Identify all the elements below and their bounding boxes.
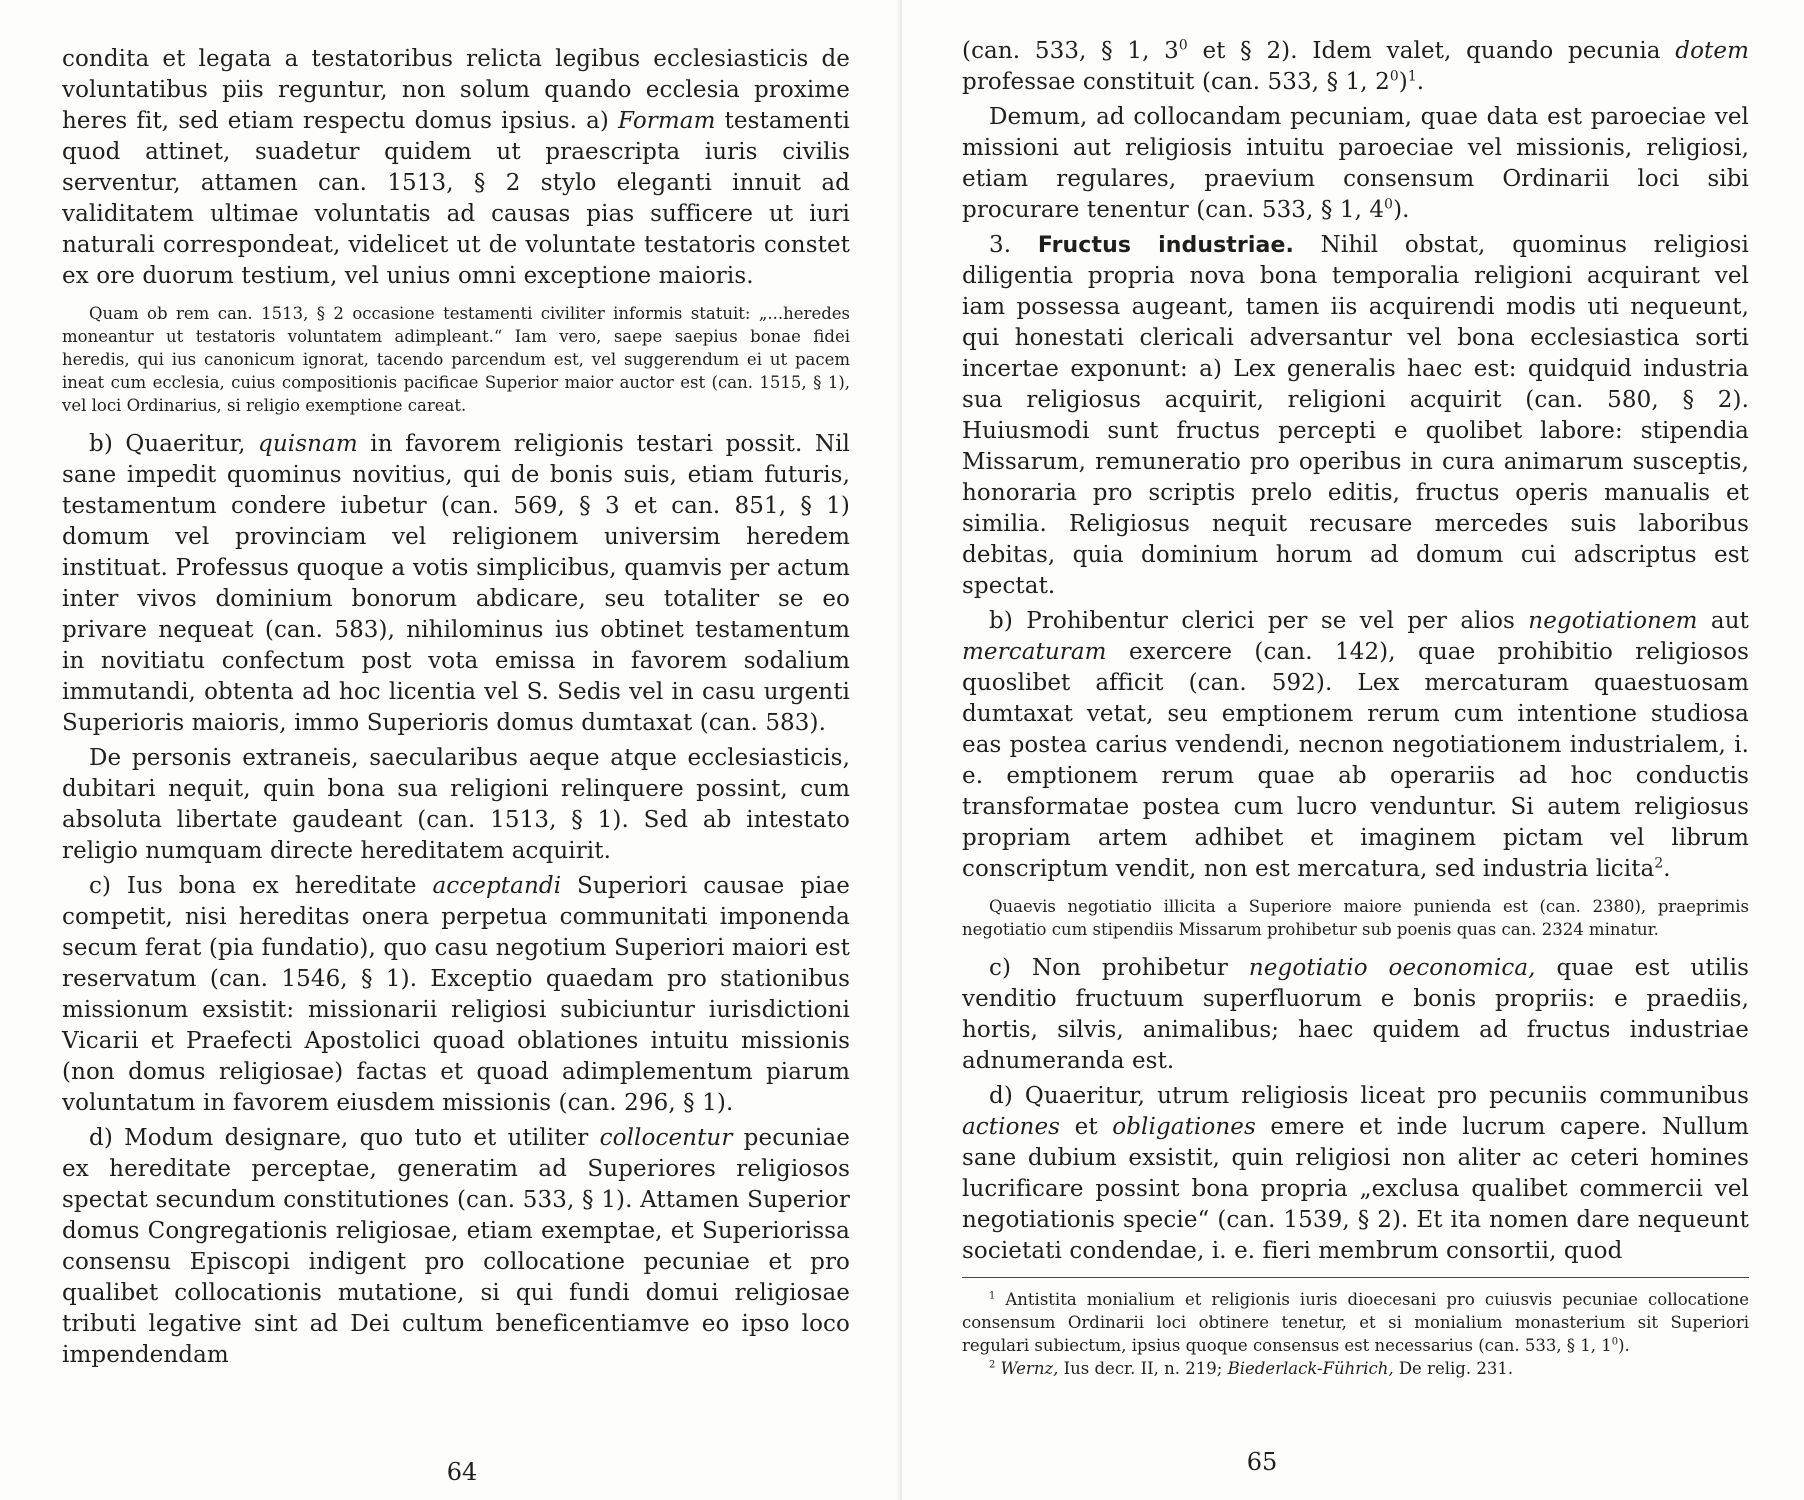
text-run: )	[1398, 69, 1408, 95]
text-run: De personis extraneis, saecularibus aeque atque ecclesiasticis, dubitari nequit, quin bona sua religioni relinquere possint, cum absoluta libertate gaudeant (can. 1513, § 1). Sed ab intestato religio numquam directe hereditatem acquirit.	[62, 745, 850, 864]
body-paragraph	[962, 1081, 1749, 1267]
italic-run: negotiationem	[1528, 608, 1698, 634]
body-paragraph	[62, 44, 850, 292]
italic-run: quisnam	[258, 431, 358, 457]
text-run: c) Ius bona ex hereditate	[89, 873, 433, 899]
body-paragraph	[962, 230, 1749, 602]
body-paragraph	[62, 429, 850, 739]
superscript-mark: 2	[1654, 855, 1664, 872]
text-run: Quaevis negotiatio illicita a Superiore maiore punienda est (can. 2380), praeprimis negotiatio cum stipendiis Missarum prohibetur sub poenis quas can. 2324 minatur.	[962, 897, 1749, 939]
superscript-mark: 2	[989, 1359, 996, 1371]
text-run: 3.	[989, 232, 1038, 258]
body-paragraph	[62, 743, 850, 867]
superscript-mark: 1	[989, 1290, 996, 1302]
text-run: d) Modum designare, quo tuto et utiliter	[89, 1125, 600, 1151]
left-text-column	[62, 44, 850, 1371]
text-run: Antistita monialium et religionis iuris dioecesani pro cuiusvis pecuniae collocatione consensum Ordinarii loci obtinere tenetur, et si monialium monasterium sit Superiori regulari subiectum, ipsius quoque consensus est necessarius (can. 533, § 1, 1	[962, 1290, 1749, 1355]
text-run: Quam ob rem can. 1513, § 2 occasione testamenti civiliter informis statuit: „...heredes moneantur ut testatoris voluntatem adimpleant.“ Iam vero, saepe saepius bonae fidei heredis, qui ius canonicum ignorat, tacendo parcendum est, vel suggerendum ei ut pacem ineat cum ecclesia, cuius compositionis pacificae Superior maior auctor est (can. 1515, § 1), vel loci Ordinarius, si religio exemptione careat.	[62, 304, 850, 415]
text-run: quae est utilis venditio fructuum superfluorum e bonis propriis: e praediis, hortis, silvis, animalibus; haec quidem ad fructus industriae adnumeranda est.	[962, 955, 1749, 1074]
body-paragraph	[962, 953, 1749, 1077]
italic-run: obligationes	[1112, 1114, 1256, 1140]
italic-run: acceptandi	[432, 873, 562, 899]
page-number-right: 65	[1246, 1448, 1278, 1476]
body-paragraph	[62, 871, 850, 1119]
text-run: ).	[1393, 197, 1410, 223]
body-paragraph	[62, 1123, 850, 1371]
text-run: .	[1663, 856, 1671, 882]
superscript-mark: 0	[1178, 37, 1188, 54]
text-run: c) Non prohibetur	[989, 955, 1249, 981]
superscript-mark: 0	[1611, 1336, 1619, 1348]
text-run: Nihil obstat, quominus religiosi diligentia propria nova bona temporalia religioni acquirant vel iam possessa augeant, tamen iis acquirendi modis uti nequeunt, qui honestati clericali adversantur vel bona ecclesiastica sorti incertae exponunt: a) Lex generalis haec est: quidquid industria sua religiosus acquirit, religioni acquirit (can. 580, § 2). Huiusmodi sunt fructus percepti e quolibet labore: stipendia Missarum, remuneratio pro operibus in cura animarum susceptis, honoraria pro scriptis prelo editis, fructus operis manualis et similia. Religiosus nequit recusare mercedes suis laboribus debitas, quia dominium horum ad domum cui adscriptus est spectat.	[962, 232, 1749, 599]
text-run: ).	[1618, 1336, 1630, 1355]
italic-run: collocentur	[599, 1125, 733, 1151]
text-run: (can. 533, § 1, 3	[962, 38, 1179, 64]
italic-run: mercaturam	[962, 639, 1107, 665]
body-paragraph	[962, 36, 1749, 98]
italic-run: actiones	[962, 1114, 1061, 1140]
superscript-mark: 0	[1384, 196, 1394, 213]
text-run: De relig. 231.	[1393, 1359, 1514, 1378]
italic-run: Formam	[618, 108, 716, 134]
footnote	[962, 1288, 1749, 1357]
text-run: in favorem religionis testari possit. Nil sane impedit quominus novitius, qui de bonis suis, etiam futuris, testamentum condere iubetur (can. 569, § 3 et can. 851, § 1) domum vel provinciam vel religionem universim heredem instituat. Professus quoque a votis simplicibus, quamvis per actum inter vivos dominium bonorum abdicare, seu totaliter se eo privare nequeat (can. 583), nihilominus ius obtinet testamentum in novitiatu confectum post vota emissa in favorem sodalium immutandi, obtenta ad hoc licentia vel S. Sedis vel in casu urgenti Superioris maioris, immo Superioris domus dumtaxat (can. 583).	[62, 431, 850, 736]
superscript-mark: 0	[1389, 68, 1399, 85]
text-run: emere et inde lucrum capere. Nullum sane dubium exsistit, quin religiosi non aliter ac ceteri homines lucrificare possint bona propria „exclusa qualibet commercii vel negotiationis specie“ (can. 1539, § 2). Et ita nomen dare nequeunt societati condendae, i. e. fieri membrum consortii, quod	[962, 1114, 1749, 1264]
text-run: b) Quaeritur,	[89, 431, 259, 457]
italic-run: negotiatio oeconomica,	[1248, 955, 1536, 981]
text-run: Demum, ad collocandam pecuniam, quae data est paroeciae vel missioni aut religiosis intuitu paroeciae vel missionis, religiosi, etiam regulares, praevium consensum Ordinarii loci sibi procurare tenentur (can. 533, § 1, 4	[962, 104, 1749, 223]
superscript-mark: 1	[1407, 68, 1417, 85]
text-run: b) Prohibentur clerici per se vel per alios	[989, 608, 1529, 634]
section-heading: Fructus industriae.	[1037, 233, 1294, 258]
text-run: aut	[1697, 608, 1749, 634]
right-text-column	[962, 36, 1749, 1380]
text-run: professae constituit (can. 533, § 1, 2	[962, 69, 1390, 95]
small-print-note	[62, 302, 850, 417]
page-number-left: 64	[446, 1458, 478, 1486]
text-run: Superiori causae piae competit, nisi hereditas onera perpetua communitati imponenda secum ferat (pia fundatio), quo casu negotium Superiori maiori est reservatum (can. 1546, § 1). Exceptio quaedam pro stationibus missionum exsistit: missionarii religiosi subiciuntur iurisdictioni Vicarii et Praefecti Apostolici quoad oblationes intuitu missionis (non domus religiosae) factas et quoad adimplementum piarum voluntatum in favorem eiusdem missionis (can. 296, § 1).	[62, 873, 851, 1116]
text-run: testamenti quod attinet, suadetur quidem ut praescripta iuris civilis serventur, attamen can. 1513, § 2 stylo eleganti innuit ad validitatem ultimae voluntatis ad causas pias sufficere ut iuri naturali correspondeat, videlicet ut de voluntate testatoris constet ex ore duorum testium, vel unius omni exceptione maioris.	[62, 108, 851, 289]
italic-run: dotem	[1675, 38, 1749, 64]
text-run: et § 2). Idem valet, quando pecunia	[1187, 38, 1676, 64]
text-run: Ius decr. II, n. 219;	[1058, 1359, 1228, 1378]
footnote	[962, 1357, 1749, 1380]
small-print-note	[962, 895, 1749, 941]
body-paragraph	[962, 606, 1749, 885]
text-run: exercere (can. 142), quae prohibitio religiosos quoslibet afficit (can. 592). Lex mercaturam quaestuosam dumtaxat vetat, seu emptionem rerum cum intentione studiosa eas postea carius vendendi, necnon negotiationem industrialem, i. e. emptionem rerum quae ab operariis ad hoc conductis transformatae postea cum lucro venduntur. Si autem religiosus propriam artem adhibet et imaginem pictam vel librum conscriptum vendit, non est mercatura, sed industria licita	[962, 639, 1749, 882]
italic-run: Wernz,	[1000, 1359, 1059, 1378]
text-run: pecuniae ex hereditate perceptae, generatim ad Superiores religiosos spectat secundum constitutiones (can. 533, § 1). Attamen Superior domus Congregationis religiosae, etiam exemptae, et Superiorissa consensu Episcopi indigent pro collocatione pecuniae et pro qualibet collocationis mutatione, si qui fundi domui religiosae tributi legative sint ad Dei cultum beneficentiamve eo ipso loco impendendam	[62, 1125, 851, 1368]
body-paragraph	[962, 102, 1749, 226]
right-page	[902, 0, 1804, 1500]
footnote-rule	[962, 1277, 1749, 1278]
text-run: .	[1416, 69, 1425, 95]
text-run: d) Quaeritur, utrum religiosis liceat pro pecuniis communibus	[989, 1083, 1749, 1109]
italic-run: Biederlack-Führich,	[1227, 1359, 1394, 1378]
text-run: condita et legata a testatoribus relicta legibus ecclesiasticis de voluntatibus piis reguntur, non solum quando ecclesia proxime heres fit, sed etiam respectu domus ipsius. a)	[62, 46, 850, 134]
text-run: et	[1060, 1114, 1113, 1140]
